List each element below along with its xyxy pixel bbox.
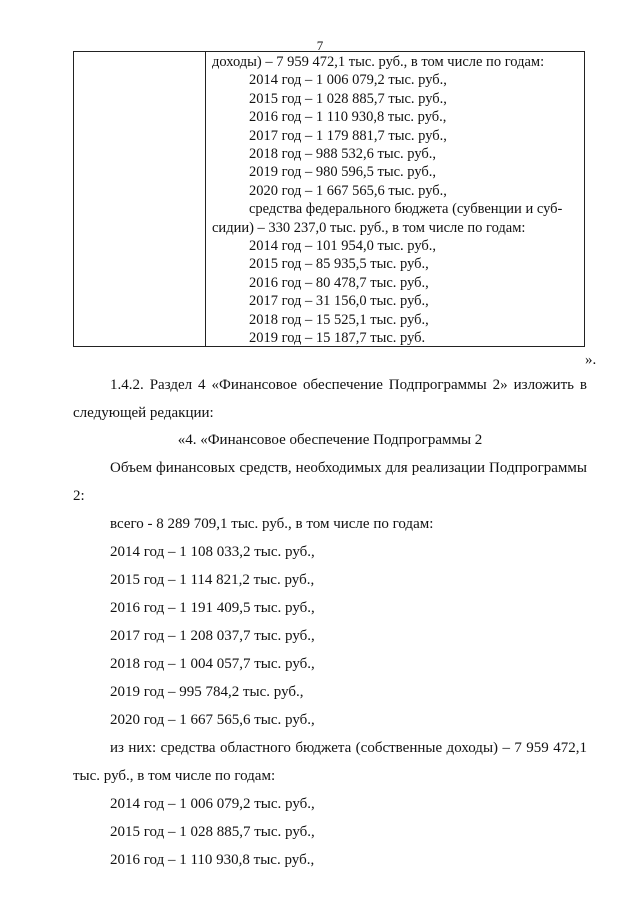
section-paragraph-line-2: следующей редакции:: [73, 405, 214, 421]
regional-paragraph-line-1: из них: средства областного бюджета (собственные доходы) – 7 959 472,1: [110, 740, 587, 756]
table-line: 2016 год – 80 478,7 тыс. руб.,: [249, 274, 429, 291]
total-line: всего - 8 289 709,1 тыс. руб., в том числе по годам:: [110, 516, 434, 532]
table-line: 2018 год – 15 525,1 тыс. руб.,: [249, 311, 429, 328]
section-heading: «4. «Финансовое обеспечение Подпрограммы 2: [177, 432, 483, 448]
table-line: 2019 год – 980 596,5 тыс. руб.,: [249, 164, 437, 181]
table-line: средства федерального бюджета (субвенции и суб-: [249, 201, 563, 218]
year-total-line: 2018 год – 1 004 057,7 тыс. руб.,: [110, 656, 315, 672]
table-cell-funding: [212, 53, 580, 348]
year-total-line: 2017 год – 1 208 037,7 тыс. руб.,: [110, 628, 315, 644]
section-paragraph-line-1: 1.4.2. Раздел 4 «Финансовое обеспечение Подпрограммы 2» изложить в: [110, 377, 587, 393]
year-total-line: 2016 год – 1 191 409,5 тыс. руб.,: [110, 600, 315, 616]
table-column-divider: [205, 52, 206, 346]
table-line: 2017 год – 31 156,0 тыс. руб.,: [249, 293, 429, 310]
table-line: 2019 год – 15 187,7 тыс. руб.: [249, 330, 426, 347]
volume-paragraph-line-2: 2:: [73, 488, 85, 504]
table-line: 2017 год – 1 179 881,7 тыс. руб.,: [249, 127, 447, 144]
page-number: 7: [316, 38, 324, 53]
year-regional-line: 2016 год – 1 110 930,8 тыс. руб.,: [110, 852, 315, 868]
volume-paragraph-line-1: Объем финансовых средств, необходимых для реализации Подпрограммы: [110, 460, 587, 476]
table-line: 2018 год – 988 532,6 тыс. руб.,: [249, 146, 437, 163]
year-total-line: 2020 год – 1 667 565,6 тыс. руб.,: [110, 712, 315, 728]
year-total-line: 2019 год – 995 784,2 тыс. руб.,: [110, 684, 304, 700]
funding-table: [73, 51, 585, 347]
year-regional-line: 2014 год – 1 006 079,2 тыс. руб.,: [110, 796, 315, 812]
table-line: 2014 год – 1 006 079,2 тыс. руб.,: [249, 72, 447, 89]
year-total-line: 2015 год – 1 114 821,2 тыс. руб.,: [110, 572, 315, 588]
table-line: 2015 год – 85 935,5 тыс. руб.,: [249, 256, 429, 273]
closing-quote: ».: [585, 352, 597, 368]
regional-paragraph-line-2: тыс. руб., в том числе по годам:: [73, 768, 276, 784]
table-line: 2014 год – 101 954,0 тыс. руб.,: [249, 238, 437, 255]
table-line: сидии) – 330 237,0 тыс. руб., в том числе по годам:: [212, 219, 526, 236]
table-line: 2015 год – 1 028 885,7 тыс. руб.,: [249, 90, 447, 107]
table-line: 2020 год – 1 667 565,6 тыс. руб.,: [249, 182, 447, 199]
table-line: 2016 год – 1 110 930,8 тыс. руб.,: [249, 109, 447, 126]
year-total-line: 2014 год – 1 108 033,2 тыс. руб.,: [110, 544, 315, 560]
year-regional-line: 2015 год – 1 028 885,7 тыс. руб.,: [110, 824, 315, 840]
table-line: доходы) – 7 959 472,1 тыс. руб., в том числе по годам:: [212, 54, 545, 70]
